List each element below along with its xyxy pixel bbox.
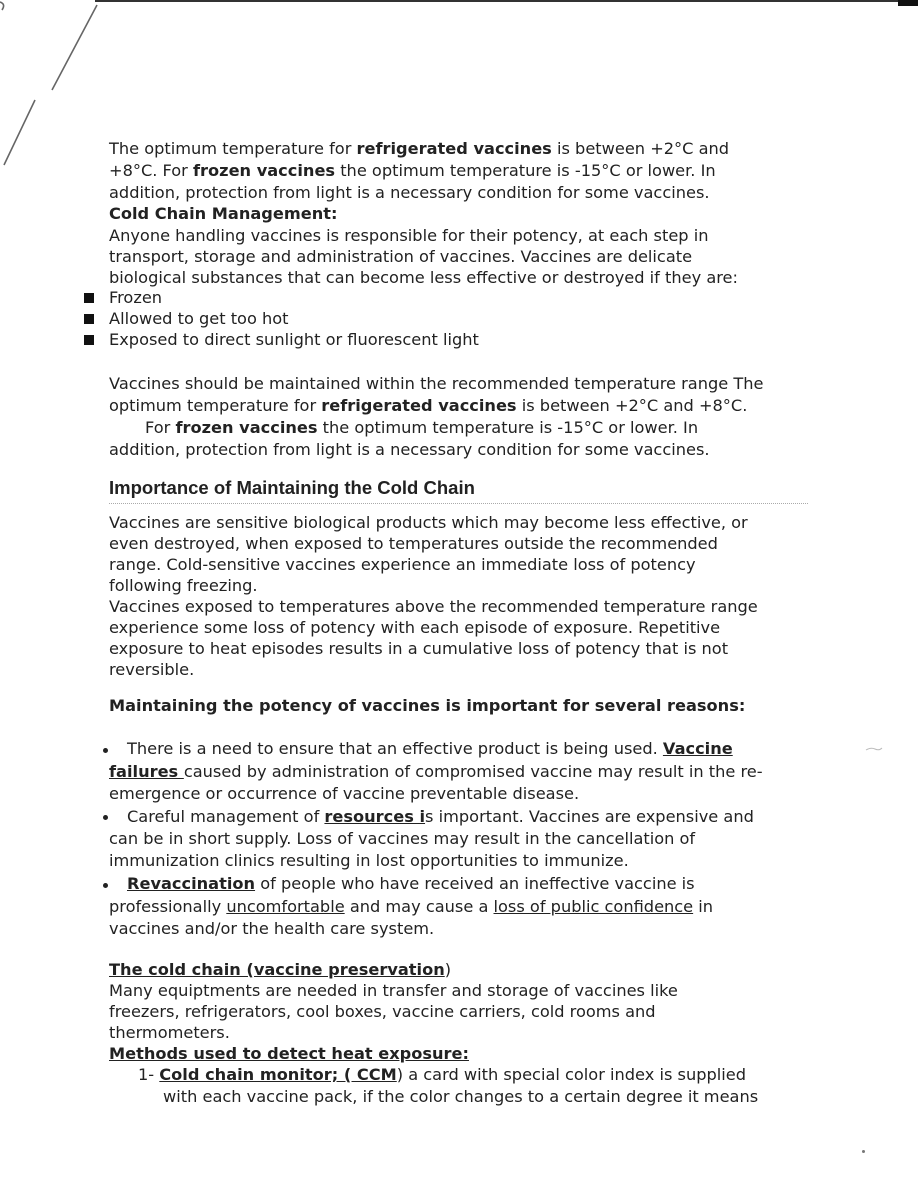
reason-1-line-2: failures caused by administration of compromised vaccine may result in the re-: [109, 762, 763, 781]
scan-top-line: [95, 0, 918, 2]
reason-3-line-1: Revaccination of people who have received an ineffective vaccine is: [127, 874, 695, 893]
heading-divider: [109, 503, 808, 504]
method-1-line-2: with each vaccine pack, if the color changes to a certain degree it means: [163, 1087, 759, 1106]
ccm-bullet-hot: Allowed to get too hot: [109, 309, 289, 328]
cold-chain-line-3: thermometers.: [109, 1023, 230, 1042]
reason-2-line-3: immunization clinics resulting in lost opportunities to immunize.: [109, 851, 629, 870]
reason-1-line-1: There is a need to ensure that an effective product is being used. Vaccine: [127, 739, 733, 758]
ccm-line-1: Anyone handling vaccines is responsible for their potency, at each step in: [109, 226, 709, 245]
cold-chain-management-heading: Cold Chain Management:: [109, 204, 338, 223]
reason-2-line-1: Careful management of resources is important. Vaccines are expensive and: [127, 807, 754, 826]
dot-bullet-icon: [103, 748, 108, 753]
reason-1-line-3: emergence or occurrence of vaccine preventable disease.: [109, 784, 580, 803]
scan-top-edge: [0, 0, 918, 6]
importance-line-3: range. Cold-sensitive vaccines experience an immediate loss of potency: [109, 555, 696, 574]
cold-chain-heading: The cold chain (vaccine preservation): [109, 960, 452, 979]
scan-mark: [865, 746, 883, 752]
ccm-line-3: biological substances that can become less effective or destroyed if they are:: [109, 268, 738, 287]
importance-line-7: exposure to heat episodes results in a cumulative loss of potency that is not: [109, 639, 729, 658]
ccm-bullet-light: Exposed to direct sunlight or fluorescent light: [109, 330, 479, 349]
intro-line-2: +8°C. For frozen vaccines the optimum temperature is -15°C or lower. In: [109, 161, 716, 180]
scan-fold-line: [0, 2, 97, 165]
importance-line-6: experience some loss of potency with each episode of exposure. Repetitive: [109, 618, 721, 637]
reason-3-line-3: vaccines and/or the health care system.: [109, 919, 435, 938]
maintained-line-4: addition, protection from light is a necessary condition for some vaccines.: [109, 440, 710, 459]
reason-2-line-2: can be in short supply. Loss of vaccines may result in the cancellation of: [109, 829, 696, 848]
maintained-line-3: For frozen vaccines the optimum temperature is -15°C or lower. In: [145, 418, 699, 437]
methods-heading: Methods used to detect heat exposure:: [109, 1044, 469, 1063]
ccm-bullet-frozen: Frozen: [109, 288, 163, 307]
importance-line-8: reversible.: [109, 660, 195, 679]
importance-line-2: even destroyed, when exposed to temperatures outside the recommended: [109, 534, 718, 553]
square-bullet-icon: [84, 335, 94, 345]
maintained-line-1: Vaccines should be maintained within the recommended temperature range The: [109, 374, 764, 393]
importance-heading: Importance of Maintaining the Cold Chain: [109, 477, 475, 498]
maintained-line-2: optimum temperature for refrigerated vaccines is between +2°C and +8°C.: [109, 396, 748, 415]
scan-mark-path: [866, 748, 882, 750]
importance-line-1: Vaccines are sensitive biological products which may become less effective, or: [109, 513, 748, 532]
cold-chain-line-2: freezers, refrigerators, cool boxes, vaccine carriers, cold rooms and: [109, 1002, 656, 1021]
square-bullet-icon: [84, 314, 94, 324]
importance-line-4: following freezing.: [109, 576, 258, 595]
intro-line-3: addition, protection from light is a necessary condition for some vaccines.: [109, 183, 710, 202]
cold-chain-line-1: Many equiptments are needed in transfer and storage of vaccines like: [109, 981, 678, 1000]
scan-top-corner: [898, 0, 918, 6]
method-1-line-1: 1- Cold chain monitor; ( CCM) a card with special color index is supplied: [138, 1065, 746, 1084]
reason-3-line-2: professionally uncomfortable and may cause a loss of public confidence in: [109, 897, 714, 916]
ccm-line-2: transport, storage and administration of vaccines. Vaccines are delicate: [109, 247, 693, 266]
dot-bullet-icon: [103, 815, 108, 820]
scan-speck: [862, 1150, 865, 1153]
scan-left-fold: [0, 0, 100, 170]
square-bullet-icon: [84, 293, 94, 303]
importance-line-5: Vaccines exposed to temperatures above the recommended temperature range: [109, 597, 758, 616]
potency-heading: Maintaining the potency of vaccines is important for several reasons:: [109, 696, 746, 715]
dot-bullet-icon: [103, 883, 108, 888]
intro-line-1: The optimum temperature for refrigerated vaccines is between +2°C and: [109, 139, 730, 158]
